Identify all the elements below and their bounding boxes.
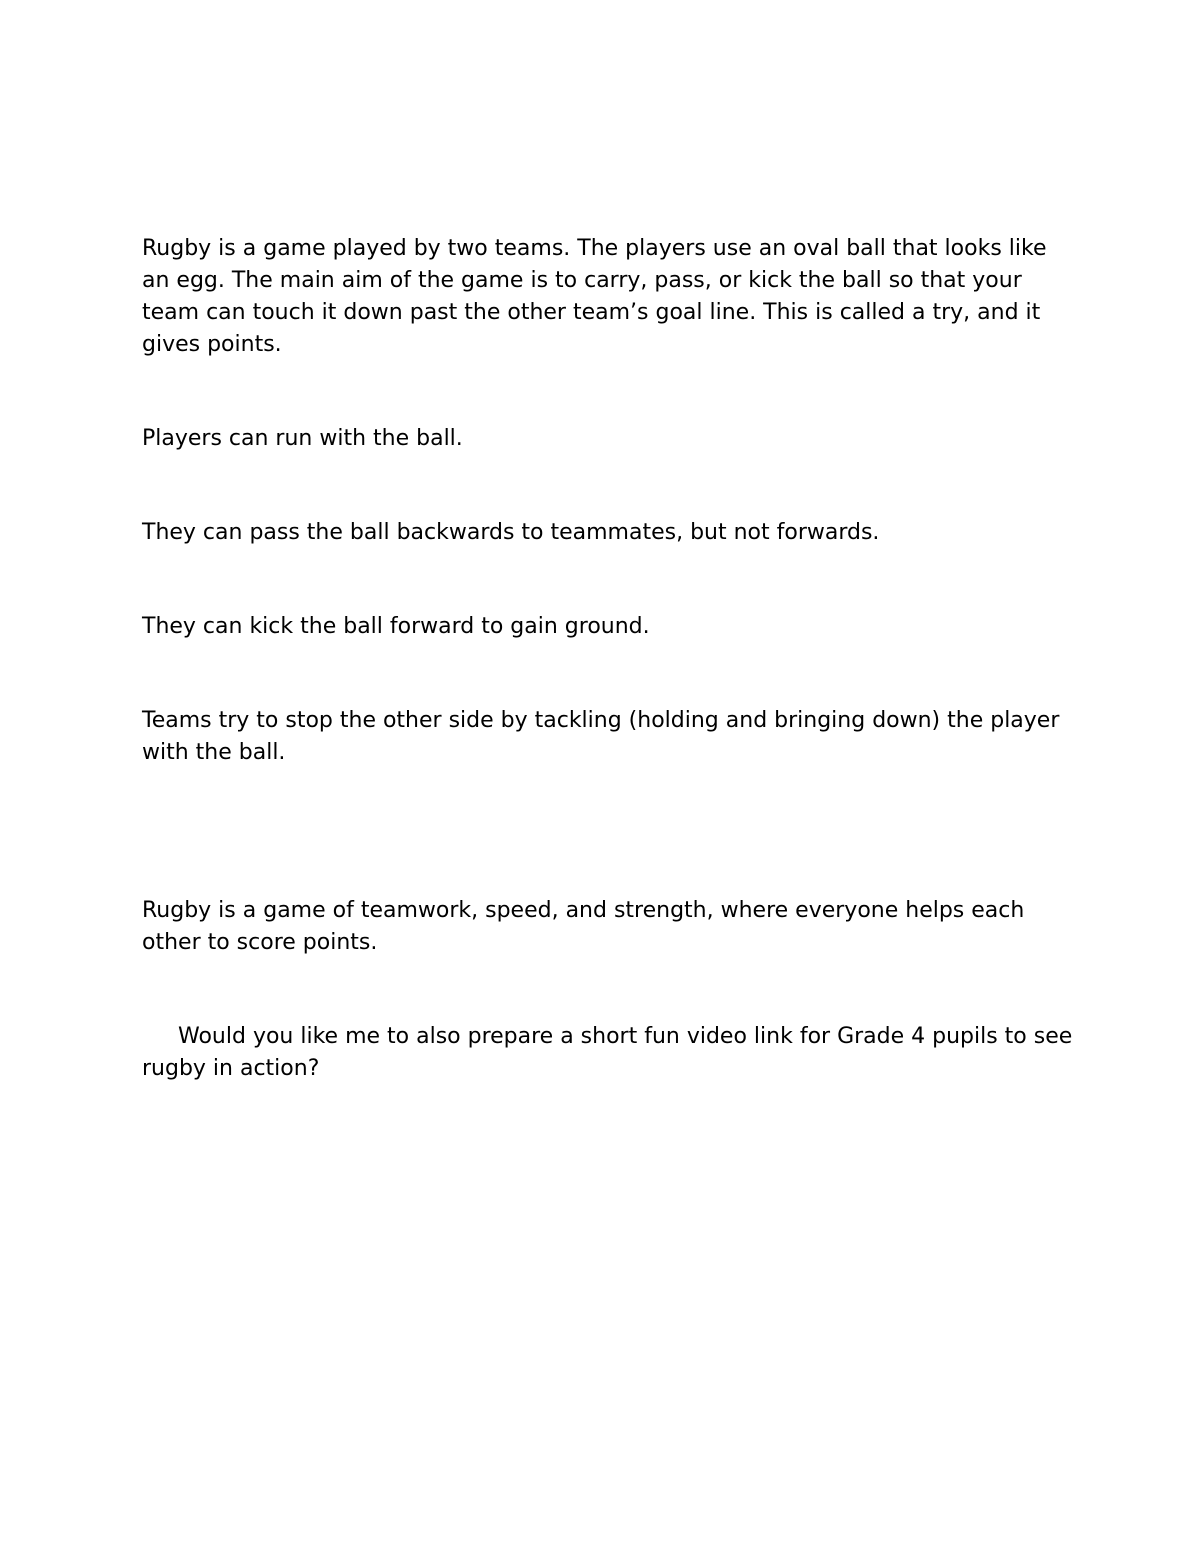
paragraph-spacer bbox=[142, 361, 1077, 423]
paragraph-intro: Rugby is a game played by two teams. The players use an oval ball that looks like an egg. The main aim of the game is to carry, pass, or kick the ball so that your team can touch it down past the other team’s goal line. This is called a try, and it gives points. bbox=[142, 236, 1047, 357]
paragraph-spacer bbox=[142, 769, 1077, 895]
paragraph-spacer bbox=[142, 959, 1077, 1021]
paragraph-spacer bbox=[142, 549, 1077, 611]
paragraph-tackle: Teams try to stop the other side by tackling (holding and bringing down) the player with the ball. bbox=[142, 708, 1060, 765]
paragraph-summary: Rugby is a game of teamwork, speed, and strength, where everyone helps each other to score points. bbox=[142, 898, 1025, 955]
document-body bbox=[142, 233, 1077, 1085]
paragraph-pass: They can pass the ball backwards to teammates, but not forwards. bbox=[142, 520, 880, 545]
paragraph-kick: They can kick the ball forward to gain ground. bbox=[142, 614, 650, 639]
paragraph-question-text: Would you like me to also prepare a short fun video link for Grade 4 pupils to see rugby in action? bbox=[142, 1024, 1073, 1081]
paragraph-question bbox=[142, 1021, 1077, 1085]
paragraph-spacer bbox=[142, 455, 1077, 517]
paragraph-spacer bbox=[142, 643, 1077, 705]
paragraph-run: Players can run with the ball. bbox=[142, 426, 463, 451]
indent-space bbox=[142, 1024, 178, 1049]
